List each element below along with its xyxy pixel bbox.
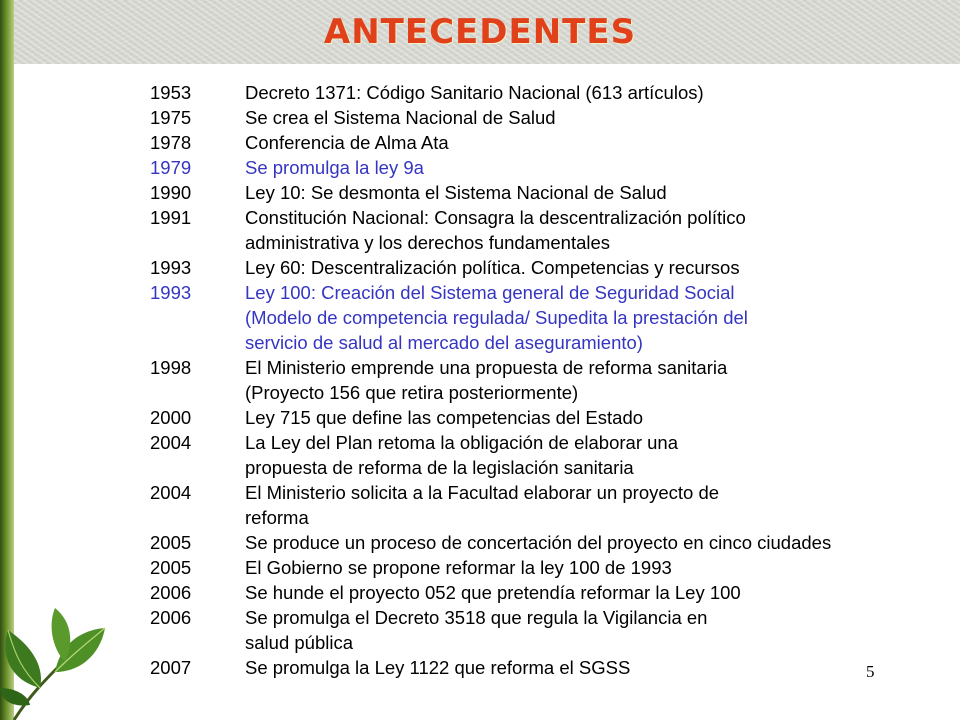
entry-year: 1998	[150, 357, 192, 378]
entry-description	[245, 205, 940, 255]
entry-year: 2005	[150, 532, 192, 553]
entry-text-line: Ley 10: Se desmonta el Sistema Nacional de Salud	[245, 182, 667, 203]
timeline-entry	[150, 205, 940, 255]
timeline-entry	[150, 580, 940, 605]
timeline-entry	[150, 355, 940, 405]
entry-text-line: Conferencia de Alma Ata	[245, 132, 449, 153]
entry-text-line: Ley 60: Descentralización política. Competencias y recursos	[245, 257, 740, 278]
entry-text-line: salud pública	[245, 632, 353, 653]
entry-year: 2004	[150, 482, 192, 503]
entry-text-line: Ley 715 que define las competencias del Estado	[245, 407, 644, 428]
timeline-entry	[150, 255, 940, 280]
entry-text-line: La Ley del Plan retoma la obligación de elaborar una	[245, 432, 678, 453]
entry-description	[245, 180, 940, 205]
page-number: 5	[866, 662, 875, 681]
entry-year: 2006	[150, 607, 192, 628]
slide-title: ANTECEDENTES	[323, 12, 637, 52]
timeline-entry	[150, 605, 940, 655]
leaf-decoration-icon	[0, 600, 110, 720]
entry-year: 2000	[150, 407, 192, 428]
entry-text-line: El Ministerio solicita a la Facultad elaborar un proyecto de	[245, 482, 720, 503]
entry-text-line: (Proyecto 156 que retira posteriormente)	[245, 382, 579, 403]
entry-year: 1993	[150, 257, 192, 278]
entry-year: 2005	[150, 557, 192, 578]
entry-year: 2004	[150, 432, 192, 453]
timeline-entry	[150, 105, 940, 130]
entry-text-line: administrativa y los derechos fundamentales	[245, 232, 611, 253]
entry-description	[245, 80, 940, 105]
entry-text-line: reforma	[245, 507, 309, 528]
entry-description	[245, 605, 940, 655]
timeline-entry	[150, 155, 940, 180]
entry-description	[245, 355, 940, 405]
entry-text-line: (Modelo de competencia regulada/ Supedita la prestación del	[245, 307, 748, 328]
timeline-entry	[150, 280, 940, 355]
entry-text-line: El Gobierno se propone reformar la ley 100 de 1993	[245, 557, 672, 578]
entry-year: 1978	[150, 132, 192, 153]
entry-year: 1990	[150, 182, 192, 203]
timeline-list	[150, 80, 940, 680]
entry-year: 1975	[150, 107, 192, 128]
entry-year: 2007	[150, 657, 192, 678]
entry-description	[245, 480, 940, 530]
entry-text-line: Constitución Nacional: Consagra la descentralización político	[245, 207, 746, 228]
entry-text-line: Se promulga el Decreto 3518 que regula la Vigilancia en	[245, 607, 708, 628]
entry-year: 1993	[150, 282, 192, 303]
entry-description	[245, 405, 940, 430]
entry-year: 2006	[150, 582, 192, 603]
entry-text-line: Se promulga la Ley 1122 que reforma el SGSS	[245, 657, 631, 678]
entry-description	[245, 255, 940, 280]
entry-text-line: Decreto 1371: Código Sanitario Nacional (613 artículos)	[245, 82, 704, 103]
entry-description	[245, 580, 940, 605]
entry-year: 1991	[150, 207, 192, 228]
timeline-entry	[150, 430, 940, 480]
timeline-entry	[150, 405, 940, 430]
entry-text-line: El Ministerio emprende una propuesta de reforma sanitaria	[245, 357, 728, 378]
timeline-entry	[150, 80, 940, 105]
entry-description	[245, 530, 940, 555]
timeline-entry	[150, 180, 940, 205]
entry-text-line: Se promulga la ley 9a	[245, 157, 424, 178]
entry-text-line: Se crea el Sistema Nacional de Salud	[245, 107, 556, 128]
entry-text-line: Ley 100: Creación del Sistema general de Seguridad Social	[245, 282, 735, 303]
entry-description	[245, 280, 940, 355]
entry-year: 1953	[150, 82, 192, 103]
timeline-entry	[150, 480, 940, 530]
entry-description	[245, 105, 940, 130]
entry-description	[245, 155, 940, 180]
entry-text-line: servicio de salud al mercado del aseguramiento)	[245, 332, 643, 353]
timeline-entry	[150, 655, 940, 680]
entry-description	[245, 555, 940, 580]
entry-text-line: Se produce un proceso de concertación del proyecto en cinco ciudades	[245, 532, 832, 553]
entry-description	[245, 655, 940, 680]
entry-year: 1979	[150, 157, 192, 178]
timeline-entry	[150, 530, 940, 555]
timeline-entry	[150, 555, 940, 580]
entry-description	[245, 430, 940, 480]
entry-text-line: Se hunde el proyecto 052 que pretendía reformar la Ley 100	[245, 582, 741, 603]
timeline-entry	[150, 130, 940, 155]
entry-description	[245, 130, 940, 155]
entry-text-line: propuesta de reforma de la legislación sanitaria	[245, 457, 634, 478]
